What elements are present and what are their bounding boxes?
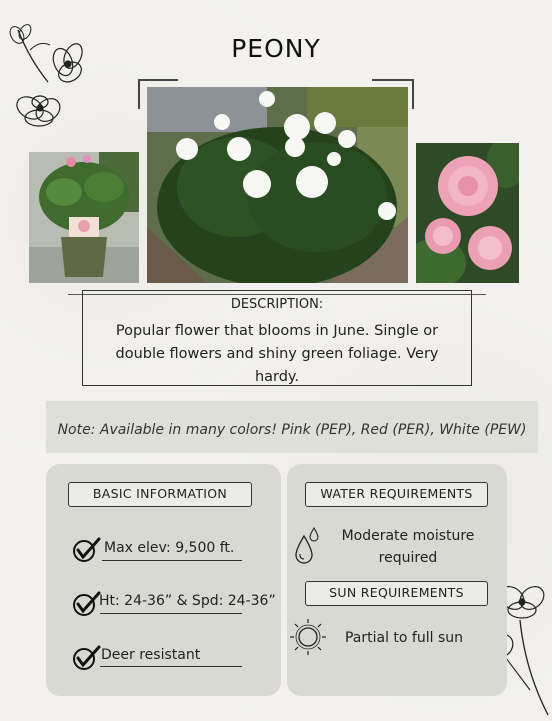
basic-info-item: Max elev: 9,500 ft. (104, 540, 235, 556)
basic-info-heading: BASIC INFORMATION (68, 482, 252, 507)
description-text: Popular flower that blooms in June. Single or double flowers and shiny green foliage. Very hardy. (115, 323, 439, 385)
divider (100, 666, 242, 667)
water-requirements-text: Moderate moisture required (341, 528, 475, 566)
photo-frame-line (138, 79, 178, 81)
description-label: DESCRIPTION: (230, 297, 324, 312)
divider (102, 560, 242, 561)
basic-info-item: Deer resistant (101, 647, 201, 663)
page-title: PEONY (231, 34, 321, 63)
basic-info-item: Ht: 24-36” & Spd: 24-36” (99, 593, 276, 609)
checkmark-icon (72, 644, 102, 672)
checkmark-icon (72, 536, 102, 564)
sun-icon (288, 617, 328, 657)
sun-requirements-text: Partial to full sun (344, 630, 464, 646)
white-peony-shrub-photo (147, 87, 408, 283)
checkmark-icon (72, 590, 102, 618)
water-requirements-heading: WATER REQUIREMENTS (305, 482, 488, 507)
pink-peony-blooms-photo (416, 143, 519, 283)
photo-frame-line (138, 79, 140, 109)
photo-frame-line (372, 79, 414, 81)
potted-peony-photo (29, 152, 139, 283)
sun-requirements-heading: SUN REQUIREMENTS (305, 581, 488, 606)
photo-frame-line (412, 79, 414, 109)
water-drop-icon (294, 526, 320, 564)
divider (100, 613, 242, 614)
availability-note: Note: Available in many colors! Pink (PEP), Red (PER), White (PEW) (57, 422, 527, 438)
